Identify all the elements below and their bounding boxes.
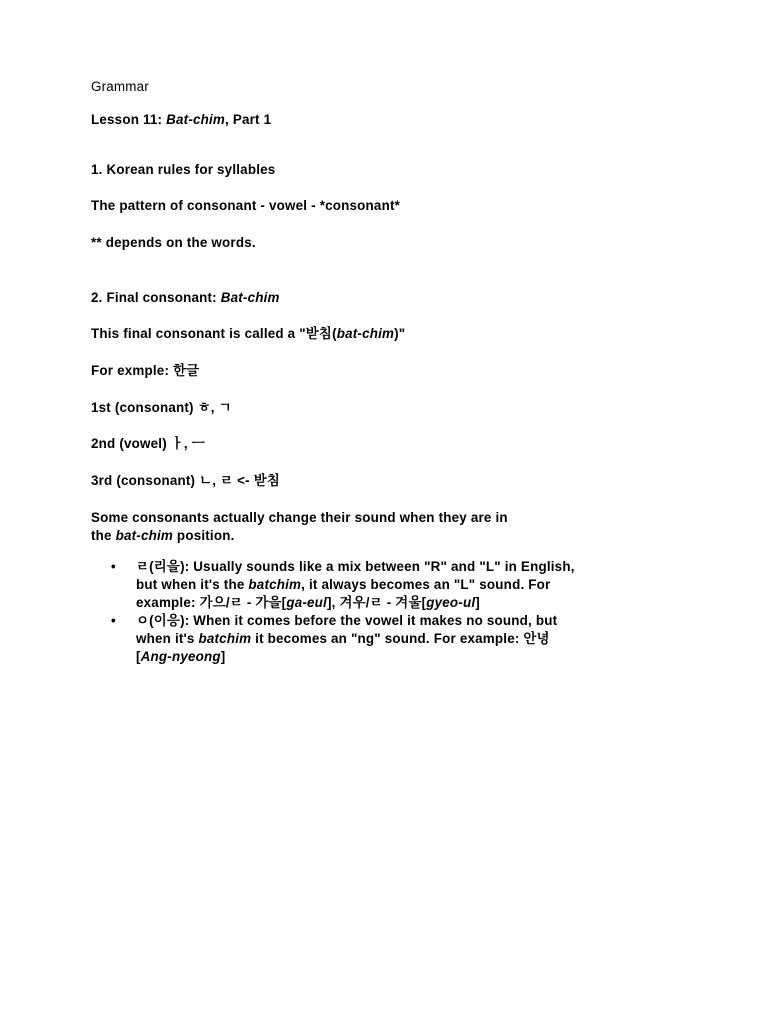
example-line: For exmple: 한글 bbox=[91, 363, 200, 378]
list-item bbox=[111, 612, 701, 666]
bullet-text: it becomes an "ng" sound. For example: 안녕 bbox=[251, 631, 550, 646]
bullet-text: example: 가으/ㄹ - 가을[ bbox=[136, 595, 287, 610]
bullet-line bbox=[136, 630, 701, 648]
bullet-text: when it's bbox=[136, 631, 199, 646]
bullet-line: ㅇ(이응): When it comes before the vowel it makes no sound, but bbox=[136, 613, 558, 628]
bullet-text: ], 겨우/ㄹ - 겨울[ bbox=[326, 595, 427, 610]
final-consonant-line bbox=[91, 325, 405, 343]
section2-prefix: 2. Final consonant: bbox=[91, 290, 221, 305]
section2-italic: Bat-chim bbox=[220, 290, 280, 305]
bullet-text: ] bbox=[220, 649, 226, 664]
final-line-suffix: )" bbox=[394, 326, 406, 341]
lesson-title-prefix: Lesson 11: bbox=[91, 112, 167, 127]
final-line-prefix: This final consonant is called a "받침( bbox=[91, 326, 337, 341]
bullet-italic: Ang-nyeong bbox=[140, 649, 221, 664]
first-consonant-line: 1st (consonant) ㅎ, ㄱ bbox=[91, 400, 232, 415]
change-line-2-italic: bat-chim bbox=[115, 528, 174, 543]
bullet-italic: batchim bbox=[248, 577, 302, 592]
bullet-line bbox=[136, 576, 701, 594]
bullet-line: ㄹ(리을): Usually sounds like a mix between "R" and "L" in English, bbox=[136, 559, 575, 574]
bullet-italic: batchim bbox=[198, 631, 252, 646]
bullet-italic: gyeo-ul bbox=[426, 595, 476, 610]
lesson-title-suffix: , Part 1 bbox=[225, 112, 272, 127]
depends-line: ** depends on the words. bbox=[91, 235, 256, 250]
section2-title bbox=[91, 289, 280, 307]
change-line-2-suffix: position. bbox=[173, 528, 235, 543]
bullet-list bbox=[111, 558, 701, 666]
doc-heading: Grammar bbox=[91, 79, 149, 94]
change-line-2-prefix: the bbox=[91, 528, 116, 543]
pattern-line: The pattern of consonant - vowel - *consonant* bbox=[91, 198, 401, 213]
bullet-text: , it always becomes an "L" sound. For bbox=[301, 577, 551, 592]
lesson-title-italic: Bat-chim bbox=[166, 112, 226, 127]
final-line-italic: bat-chim bbox=[336, 326, 395, 341]
bullet-text: but when it's the bbox=[136, 577, 249, 592]
bullet-text: ] bbox=[475, 595, 480, 610]
change-line-2 bbox=[91, 527, 235, 545]
bullet-dot: • bbox=[111, 559, 116, 574]
change-line-1: Some consonants actually change their sound when they are in bbox=[91, 510, 508, 525]
list-item bbox=[111, 558, 701, 612]
vowel-line: 2nd (vowel) ㅏ, ㅡ bbox=[91, 436, 205, 451]
third-consonant-line: 3rd (consonant) ㄴ, ㄹ <- 받침 bbox=[91, 473, 280, 488]
lesson-title bbox=[91, 111, 271, 129]
section1-title: 1. Korean rules for syllables bbox=[91, 162, 276, 177]
bullet-text: [ bbox=[136, 649, 141, 664]
bullet-italic: ga-eul bbox=[286, 595, 327, 610]
bullet-dot: • bbox=[111, 613, 116, 628]
bullet-line bbox=[136, 648, 701, 666]
bullet-line bbox=[136, 594, 701, 612]
